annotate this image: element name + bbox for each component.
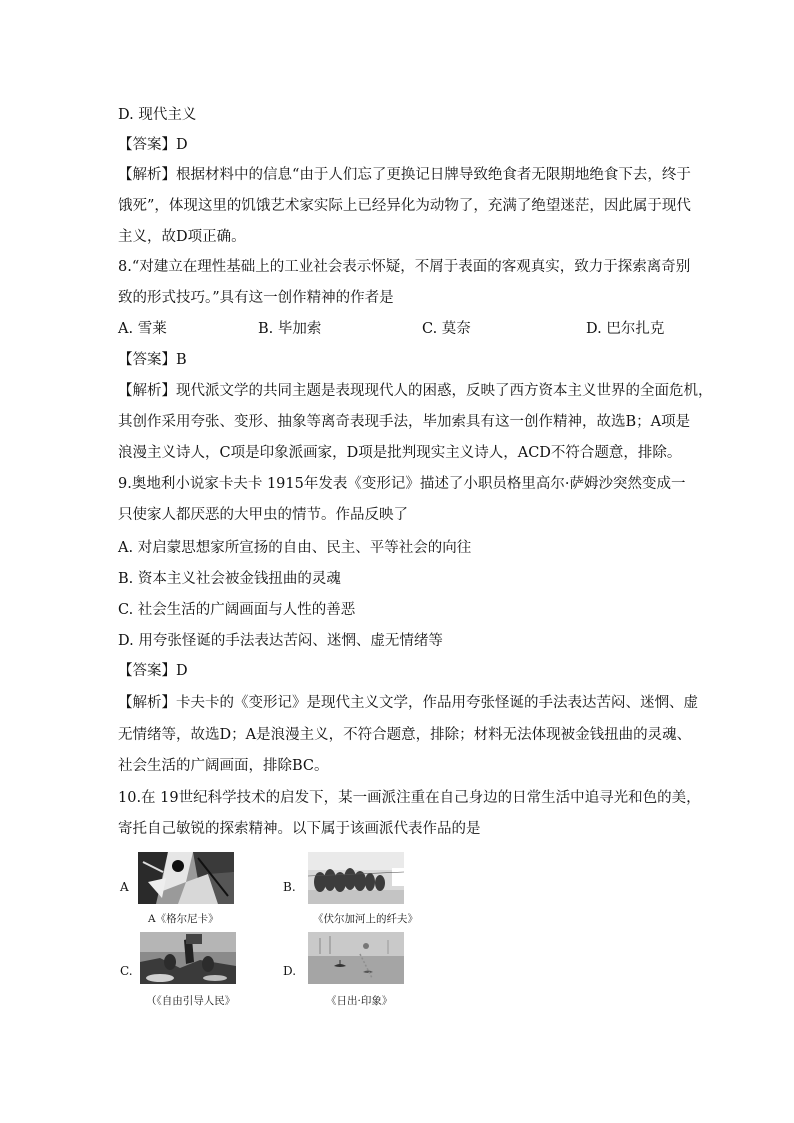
q10-option-d-letter[interactable]: D. bbox=[283, 964, 297, 978]
q9-stem-line-2: 只使家人都厌恶的大甲虫的情节。作品反映了 bbox=[118, 507, 408, 523]
q10-option-d-image[interactable] bbox=[308, 932, 404, 984]
q10-option-a-caption: A《格尔尼卡》 bbox=[148, 913, 219, 925]
q8-analysis-line-1: 【解析】现代派文学的共同主题是表现现代人的困惑，反映了西方资本主义世界的全面危机， bbox=[118, 383, 713, 399]
q8-stem-line-2: 致的形式技巧。”具有这一创作精神的作者是 bbox=[118, 290, 394, 306]
q10-option-a-letter[interactable]: A bbox=[120, 880, 129, 894]
q9-stem-line-1: 9.奥地利小说家卡夫卡 1915年发表《变形记》描述了小职员格里高尔·萨姆沙突然变成一 bbox=[118, 476, 686, 492]
q10-option-b-letter[interactable]: B. bbox=[283, 880, 296, 894]
q9-option-d[interactable]: D. 用夸张怪诞的手法表达苦闷、迷惘、虚无情绪等 bbox=[118, 633, 443, 649]
q8-analysis-line-2: 其创作采用夸张、变形、抽象等离奇表现手法，毕加索具有这一创作精神，故选B；A项是 bbox=[118, 414, 691, 430]
q10-option-b-caption: 《伏尔加河上的纤夫》 bbox=[313, 913, 418, 925]
q10-option-c-caption: （《自由引导人民》 bbox=[146, 995, 236, 1007]
q7-answer: 【答案】D bbox=[118, 137, 188, 153]
q10-option-b-image[interactable] bbox=[308, 852, 404, 904]
q8-option-a[interactable]: A. 雪莱 bbox=[118, 321, 167, 337]
barge-haulers-painting-image bbox=[308, 852, 404, 904]
q7-analysis-line-1: 【解析】根据材料中的信息“由于人们忘了更换记日牌导致绝食者无限期地绝食下去，终于 bbox=[118, 167, 691, 183]
q10-option-c-image[interactable] bbox=[140, 932, 236, 984]
q9-option-a[interactable]: A. 对启蒙思想家所宣扬的自由、民主、平等社会的向往 bbox=[118, 540, 472, 556]
impression-sunrise-painting-image bbox=[308, 932, 404, 984]
q9-analysis-line-1: 【解析】卡夫卡的《变形记》是现代主义文学，作品用夸张怪诞的手法表达苦闷、迷惘、虚 bbox=[118, 695, 698, 711]
q8-option-b[interactable]: B. 毕加索 bbox=[258, 321, 322, 337]
q7-analysis-line-3: 主义，故D项正确。 bbox=[118, 229, 246, 245]
q7-analysis-line-2: 饿死”，体现这里的饥饿艺术家实际上已经异化为动物了，充满了绝望迷茫，因此属于现代 bbox=[118, 198, 691, 214]
guernica-painting-image bbox=[138, 852, 234, 904]
q10-option-c-letter[interactable]: C. bbox=[120, 964, 133, 978]
q9-option-c[interactable]: C. 社会生活的广阔画面与人性的善恶 bbox=[118, 602, 356, 618]
q9-option-b[interactable]: B. 资本主义社会被金钱扭曲的灵魂 bbox=[118, 571, 341, 587]
q9-answer: 【答案】D bbox=[118, 663, 188, 679]
liberty-leading-the-people-painting-image bbox=[140, 932, 236, 984]
q8-answer: 【答案】B bbox=[118, 352, 187, 368]
q8-analysis-line-3: 浪漫主义诗人，C项是印象派画家，D项是批判现实主义诗人，ACD不符合题意，排除。 bbox=[118, 445, 682, 461]
q9-analysis-line-3: 社会生活的广阔画面，排除BC。 bbox=[118, 758, 329, 774]
q10-stem-line-1: 10.在 19世纪科学技术的启发下，某一画派注重在自己身边的日常生活中追寻光和色的美， bbox=[118, 790, 701, 806]
q8-option-d[interactable]: D. 巴尔扎克 bbox=[586, 321, 665, 337]
q10-option-a-image[interactable] bbox=[138, 852, 234, 904]
q9-analysis-line-2: 无情绪等，故选D；A是浪漫主义，不符合题意，排除；材料无法体现被金钱扭曲的灵魂、 bbox=[118, 727, 692, 743]
q10-stem-line-2: 寄托自己敏锐的探索精神。以下属于该画派代表作品的是 bbox=[118, 821, 481, 837]
q8-stem-line-1: 8.“对建立在理性基础上的工业社会表示怀疑，不屑于表面的客观真实，致力于探索离奇别 bbox=[118, 259, 691, 275]
q7-option-d: D. 现代主义 bbox=[118, 107, 197, 123]
q10-option-d-caption: 《日出·印象》 bbox=[326, 995, 393, 1007]
q8-option-c[interactable]: C. 莫奈 bbox=[422, 321, 471, 337]
